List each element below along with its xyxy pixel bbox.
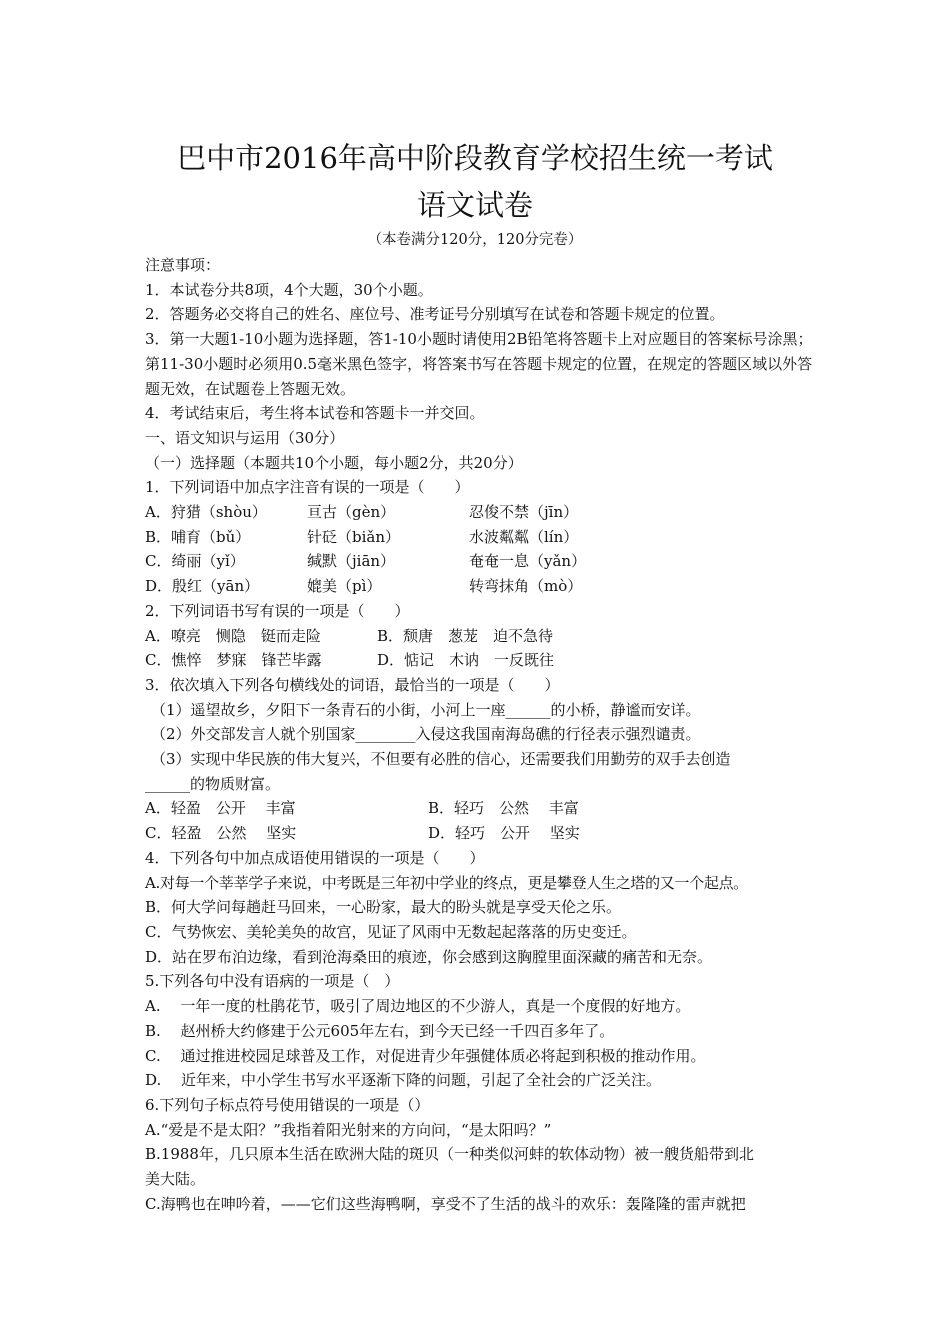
- option-row: [145, 574, 825, 599]
- option: B．哺育（bǔ）: [145, 527, 251, 546]
- notice-heading: 注意事项：: [145, 256, 221, 274]
- sentence: （1）遥望故乡，夕阳下一条青石的小街，小河上一座______的小桥，静谧而安详。: [151, 700, 701, 719]
- sentence: （2）外交部发言人就个别国家________入侵这我国南海岛礁的行径表示强烈谴责。: [151, 725, 701, 744]
- question-stem: 1．下列词语中加点字注音有误的一项是（ ）: [145, 478, 470, 497]
- option: B.1988年，几只原本生活在欧洲大陆的斑贝（一种类似河蚌的软体动物）被一艘货船带到北: [145, 1145, 754, 1164]
- question-stem: 6.下列句子标点符号使用错误的一项是（）: [145, 1095, 430, 1114]
- sentence: （3）实现中华民族的伟大复兴，不但要有必胜的信心，还需要我们用勤劳的双手去创造: [151, 750, 731, 769]
- option-row: [145, 821, 825, 846]
- option: A．狩猎（shòu）: [145, 503, 267, 522]
- notice-item: 2．答题务必交将自己的姓名、座位号、准考证号分别填写在试卷和答题卡规定的位置。: [145, 305, 725, 324]
- option-row: [145, 525, 825, 550]
- option: A.对每一个莘莘学子来说，中考既是三年初中学业的终点，更是攀登人生之塔的又一个起点。: [145, 873, 749, 892]
- option: A．嘹亮 恻隐 铤而走险: [145, 626, 321, 645]
- option: C.海鸭也在呻吟着，——它们这些海鸭啊，享受不了生活的战斗的欢乐：轰隆隆的雷声就把: [145, 1194, 746, 1213]
- option: C．轻盈 公然 坚实: [145, 824, 297, 843]
- exam-title: 巴中市2016年高中阶段教育学校招生统一考试: [177, 141, 773, 175]
- option-row: [145, 549, 825, 574]
- option: C．憔悴 梦寐 锋芒毕露: [145, 651, 322, 670]
- sentence: ______的物质财富。: [145, 774, 281, 793]
- option: D．殷红（yān）: [145, 577, 260, 596]
- option: C．气势恢宏、美轮美奂的故宫，见证了风雨中无数起起落落的历史变迁。: [145, 922, 637, 941]
- option-row: [145, 624, 825, 649]
- question-stem: 3．依次填入下列各句横线处的词语，最恰当的一项是（ ）: [145, 675, 560, 694]
- notice-item: 4．考试结束后，考生将本试卷和答题卡一并交回。: [145, 404, 485, 423]
- notice-item: 1．本试卷分共8项，4个大题，30个小题。: [145, 280, 433, 299]
- option: D．惦记 木讷 一反既往: [377, 651, 555, 670]
- option: A.“爱是不是太阳？”我指着阳光射来的方向问，“是太阳吗？”: [145, 1120, 552, 1139]
- option: D．站在罗布泊边缘，看到沧海桑田的痕迹，你会感到这胸膛里面深藏的痛苦和无奈。: [145, 947, 713, 966]
- exam-subject-title: 语文试卷: [416, 188, 533, 222]
- option: C. 通过推进校园足球普及工作，对促进青少年强健体质必将起到积极的推动作用。: [145, 1046, 706, 1065]
- option: D．轻巧 公开 坚实: [428, 824, 580, 843]
- question-stem: 4．下列各句中加点成语使用错误的一项是（ ）: [145, 848, 485, 867]
- option-row: [145, 796, 825, 821]
- question-stem: 5.下列各句中没有语病的一项是（ ）: [145, 972, 400, 991]
- option: 忍俊不禁（jīn）: [469, 503, 579, 522]
- option: B．颓唐 葱茏 迫不急待: [377, 626, 554, 645]
- option: 转弯抹角（mò）: [469, 577, 583, 596]
- option: B．轻巧 公然 丰富: [428, 799, 579, 818]
- option-row: [145, 500, 825, 525]
- option: C．绮丽（yǐ）: [145, 552, 245, 571]
- option: 媲美（pì）: [307, 577, 382, 596]
- option: B．何大学问每趟赶马回来，一心盼家，最大的盼头就是享受天伦之乐。: [145, 898, 622, 917]
- question-stem: 2．下列词语书写有误的一项是（ ）: [145, 601, 410, 620]
- option-row: [145, 648, 825, 673]
- exam-subtitle: （本卷满分120分，120分完卷）: [367, 232, 583, 248]
- option: A．轻盈 公开 丰富: [145, 799, 296, 818]
- option: 美大陆。: [145, 1170, 206, 1189]
- exam-body: [145, 253, 825, 1216]
- option: D. 近年来，中小学生书写水平逐渐下降的问题，引起了全社会的广泛关注。: [145, 1071, 662, 1090]
- option: 亘古（gèn）: [307, 503, 396, 522]
- notice-item: 3．第一大题1-10小题为选择题，答1-10小题时请使用2B铅笔将答题卡上对应题目的答案标号涂黑；第11-30小题时必须用0.5毫米黑色签字，将答案书写在答题卡规定的位置，在规定的答题区域以外答题无效，在试题卷上答题无效。: [145, 330, 813, 398]
- option: 缄默（jiān）: [307, 552, 396, 571]
- section-heading: 一、语文知识与运用（30分）: [145, 428, 345, 447]
- option: 水波粼粼（lín）: [469, 527, 579, 546]
- option: 奄奄一息（yǎn）: [469, 552, 587, 571]
- option: 针砭（biǎn）: [307, 527, 401, 546]
- option: A. 一年一度的杜鹃花节，吸引了周边地区的不少游人，真是一个度假的好地方。: [145, 997, 691, 1016]
- option: B. 赵州桥大约修建于公元605年左右，到今天已经一千四百多年了。: [145, 1021, 615, 1040]
- section-subheading: （一）选择题（本题共10个小题，每小题2分，共20分）: [145, 453, 523, 472]
